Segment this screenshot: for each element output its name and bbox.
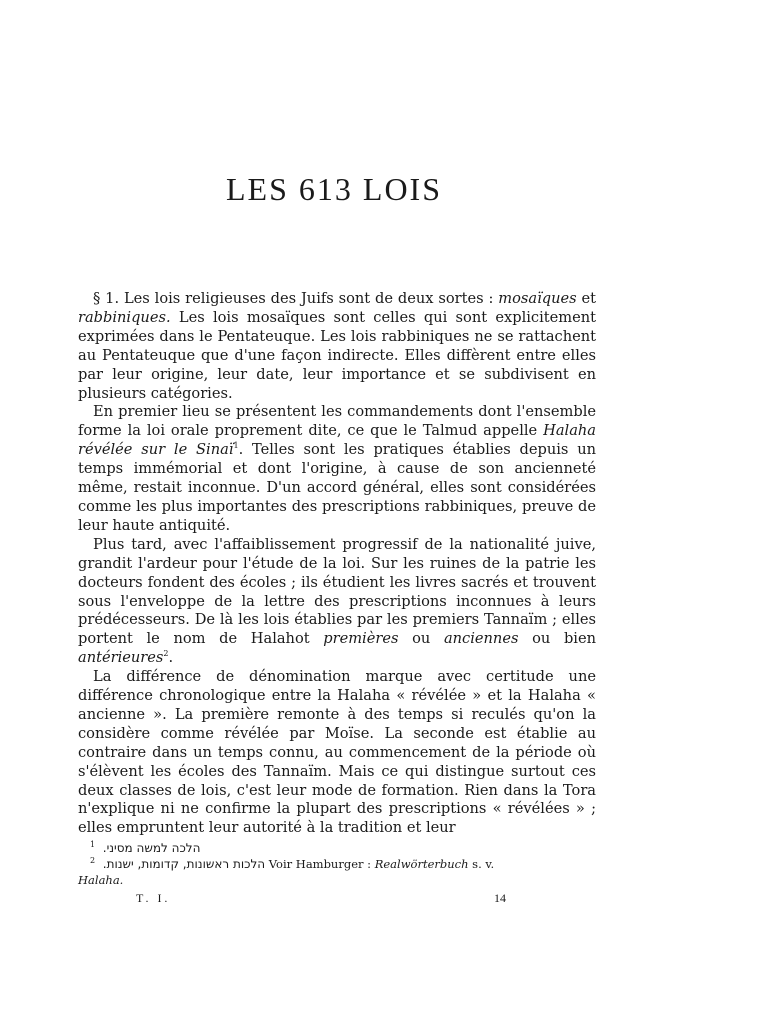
- signature-mark: T. I.: [136, 891, 171, 905]
- footnote-2: [78, 856, 596, 872]
- italic-term: premières: [323, 630, 399, 648]
- italic-term: antérieures: [78, 649, 164, 667]
- footnotes: [78, 840, 596, 888]
- footnote-2-suffix: s. v.: [468, 857, 495, 871]
- italic-term: anciennes: [443, 630, 519, 648]
- text-run: ou bien: [518, 630, 596, 648]
- text-run: En premier lieu se présentent les commandements dont l'ensemble forme la loi orale proprement dite, ce que le Talmud appelle: [78, 403, 596, 440]
- text-run: .: [168, 649, 174, 667]
- footnote-1: [78, 840, 596, 856]
- italic-term: mosaïques: [498, 290, 577, 307]
- text-run: Les lois mosaïques sont celles qui sont explicitement exprimées dans le Pentateuque. Les lois rabbiniques ne se rattachent au Pentateuque que d'une façon indirecte. Elles diffèrent entre elles par leur origine, leur date, leur importance et se subdivisent en plusieurs catégories.: [78, 308, 596, 402]
- footnote-1-hebrew: הלכה למשה מסיני.: [102, 841, 201, 855]
- footnote-2-work-title: Realwörterbuch: [374, 857, 469, 871]
- footnote-2-reference: Voir Hamburger :: [268, 857, 375, 871]
- paragraph-4: [78, 668, 596, 838]
- paragraph-1: [78, 290, 596, 403]
- text-run: § 1. Les lois religieuses des Juifs sont de deux sortes :: [93, 290, 499, 307]
- body-text: [78, 290, 596, 838]
- text-run: La différence de dénomination marque avec certitude une différence chronologique entre la Halaha « révélée » et la Halaha « ancienne ». La première remonte à des temps si reculés qu'on la considère comme révélée par Moïse. La seconde est établie au contraire dans un temps connu, au commencement de la période où s'élèvent les écoles des Tannaïm. Mais ce qui distingue surtout ces deux classes de lois, c'est leur mode de formation. Rien dans la Tora n'explique ni ne confirme la plupart des prescriptions « révélées » ; elles empruntent leur autorité à la tradition et leur: [78, 668, 596, 837]
- text-run: Plus tard, avec l'affaiblissement progressif de la nationalité juive, grandit l'ardeur pour l'étude de la loi. Sur les ruines de la patrie les docteurs fondent des écoles ; ils étudient les livres sacrés et trouvent sous l'enveloppe de la lettre des prescriptions inconnues à leurs prédécesseurs. De là les lois établies par les premiers Tannaïm ; elles portent le nom de Halahot: [78, 535, 596, 648]
- italic-term: rabbiniques.: [78, 308, 171, 326]
- text-run: . Telles sont les pratiques établies depuis un temps immémorial et dont l'origine, à cause de son ancienneté même, restait inconnue. D'un accord général, elles sont considérées comme les plus importantes des prescriptions rabbiniques, preuve de leur haute antiquité.: [78, 441, 596, 534]
- paragraph-2: [78, 403, 596, 535]
- text-run: ou: [398, 630, 444, 648]
- footnote-1-number: 1: [90, 840, 96, 850]
- page-number: 14: [494, 891, 506, 905]
- chapter-title: LES 613 LOIS: [226, 171, 442, 207]
- italic-term: Halaha révélée sur le Sinaï: [78, 422, 596, 459]
- footnote-2-hebrew: הלכות ראשונות, קדומות, ישנות.: [102, 857, 266, 871]
- text-run: et: [576, 290, 597, 307]
- footnote-2-continuation: [78, 872, 596, 888]
- paragraph-3: [78, 536, 596, 668]
- footnote-2-number: 2: [90, 856, 96, 866]
- footnote-reference: 1: [233, 441, 239, 451]
- footnote-reference: 2: [163, 649, 169, 659]
- footnote-2-entry: Halaha.: [78, 873, 124, 887]
